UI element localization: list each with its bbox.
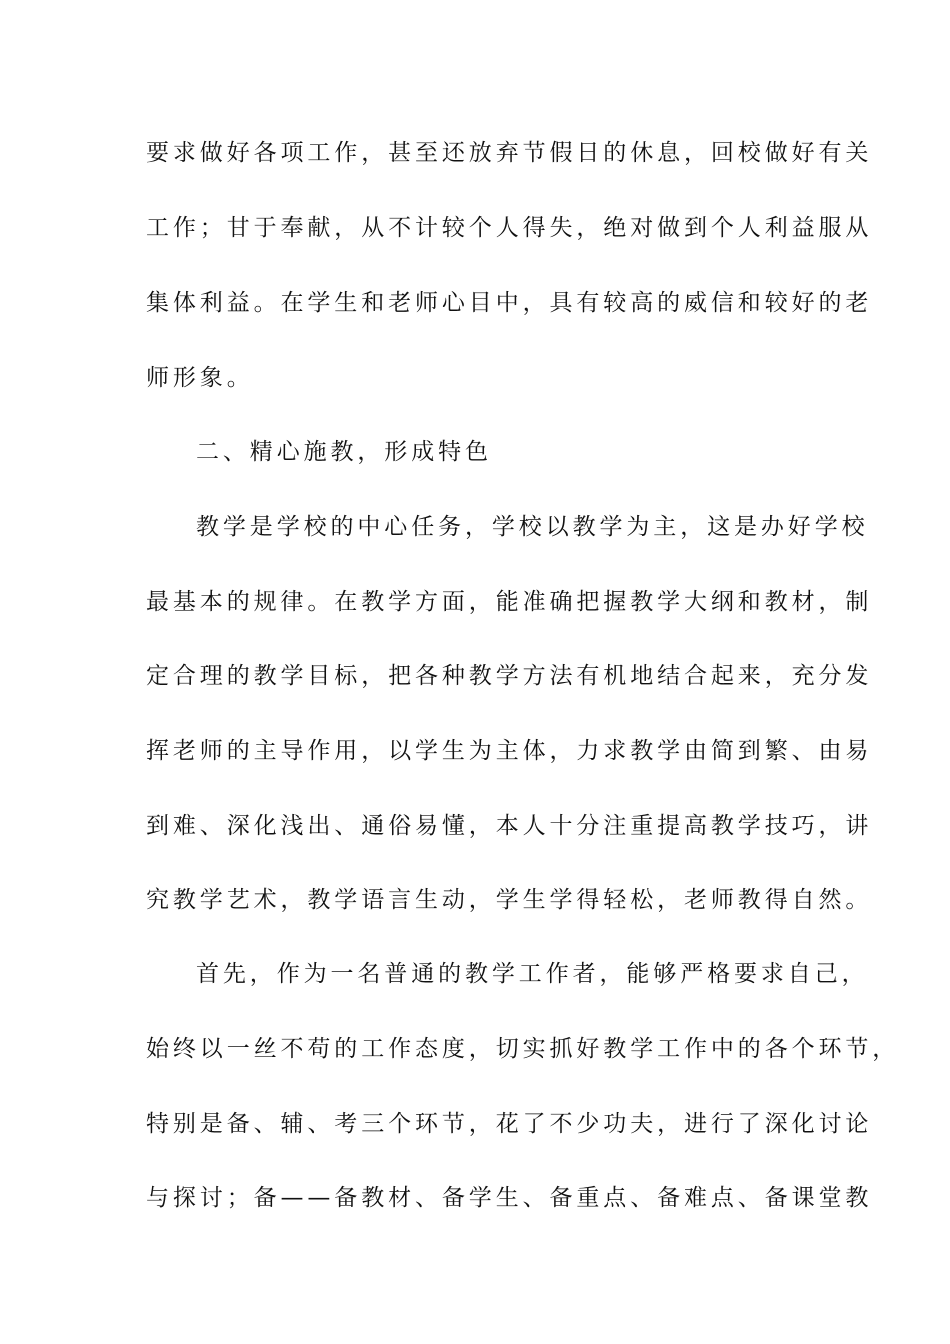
text-line: 首先，作为一名普通的教学工作者，能够严格要求自己， [196, 961, 869, 987]
text-line: 教学是学校的中心任务，学校以教学为主，这是办好学校 [196, 514, 869, 540]
text-line: 工作；甘于奉献，从不计较个人得失，绝对做到个人利益服从 [146, 215, 873, 241]
text-line: 特别是备、辅、考三个环节，花了不少功夫，进行了深化讨论 [146, 1111, 873, 1137]
text-line: 要求做好各项工作，甚至还放弃节假日的休息，回校做好有关 [146, 140, 873, 166]
text-line: 最基本的规律。在教学方面，能准确把握教学大纲和教材，制 [146, 589, 873, 615]
text-line: 定合理的教学目标，把各种教学方法有机地结合起来，充分发 [146, 663, 873, 689]
section-heading: 二、精心施教，形成特色 [196, 439, 492, 465]
text-line: 与探讨；备——备教材、备学生、备重点、备难点、备课堂教 [146, 1185, 873, 1211]
text-line: 师形象。 [146, 365, 254, 391]
text-line: 究教学艺术，教学语言生动，学生学得轻松，老师教得自然。 [146, 887, 873, 913]
text-line: 集体利益。在学生和老师心目中，具有较高的威信和较好的老 [146, 290, 873, 316]
text-line: 挥老师的主导作用，以学生为主体，力求教学由简到繁、由易 [146, 738, 873, 764]
text-line: 始终以一丝不苟的工作态度，切实抓好教学工作中的各个环节， [146, 1036, 900, 1062]
text-line: 到难、深化浅出、通俗易懂，本人十分注重提高教学技巧，讲 [146, 813, 873, 839]
